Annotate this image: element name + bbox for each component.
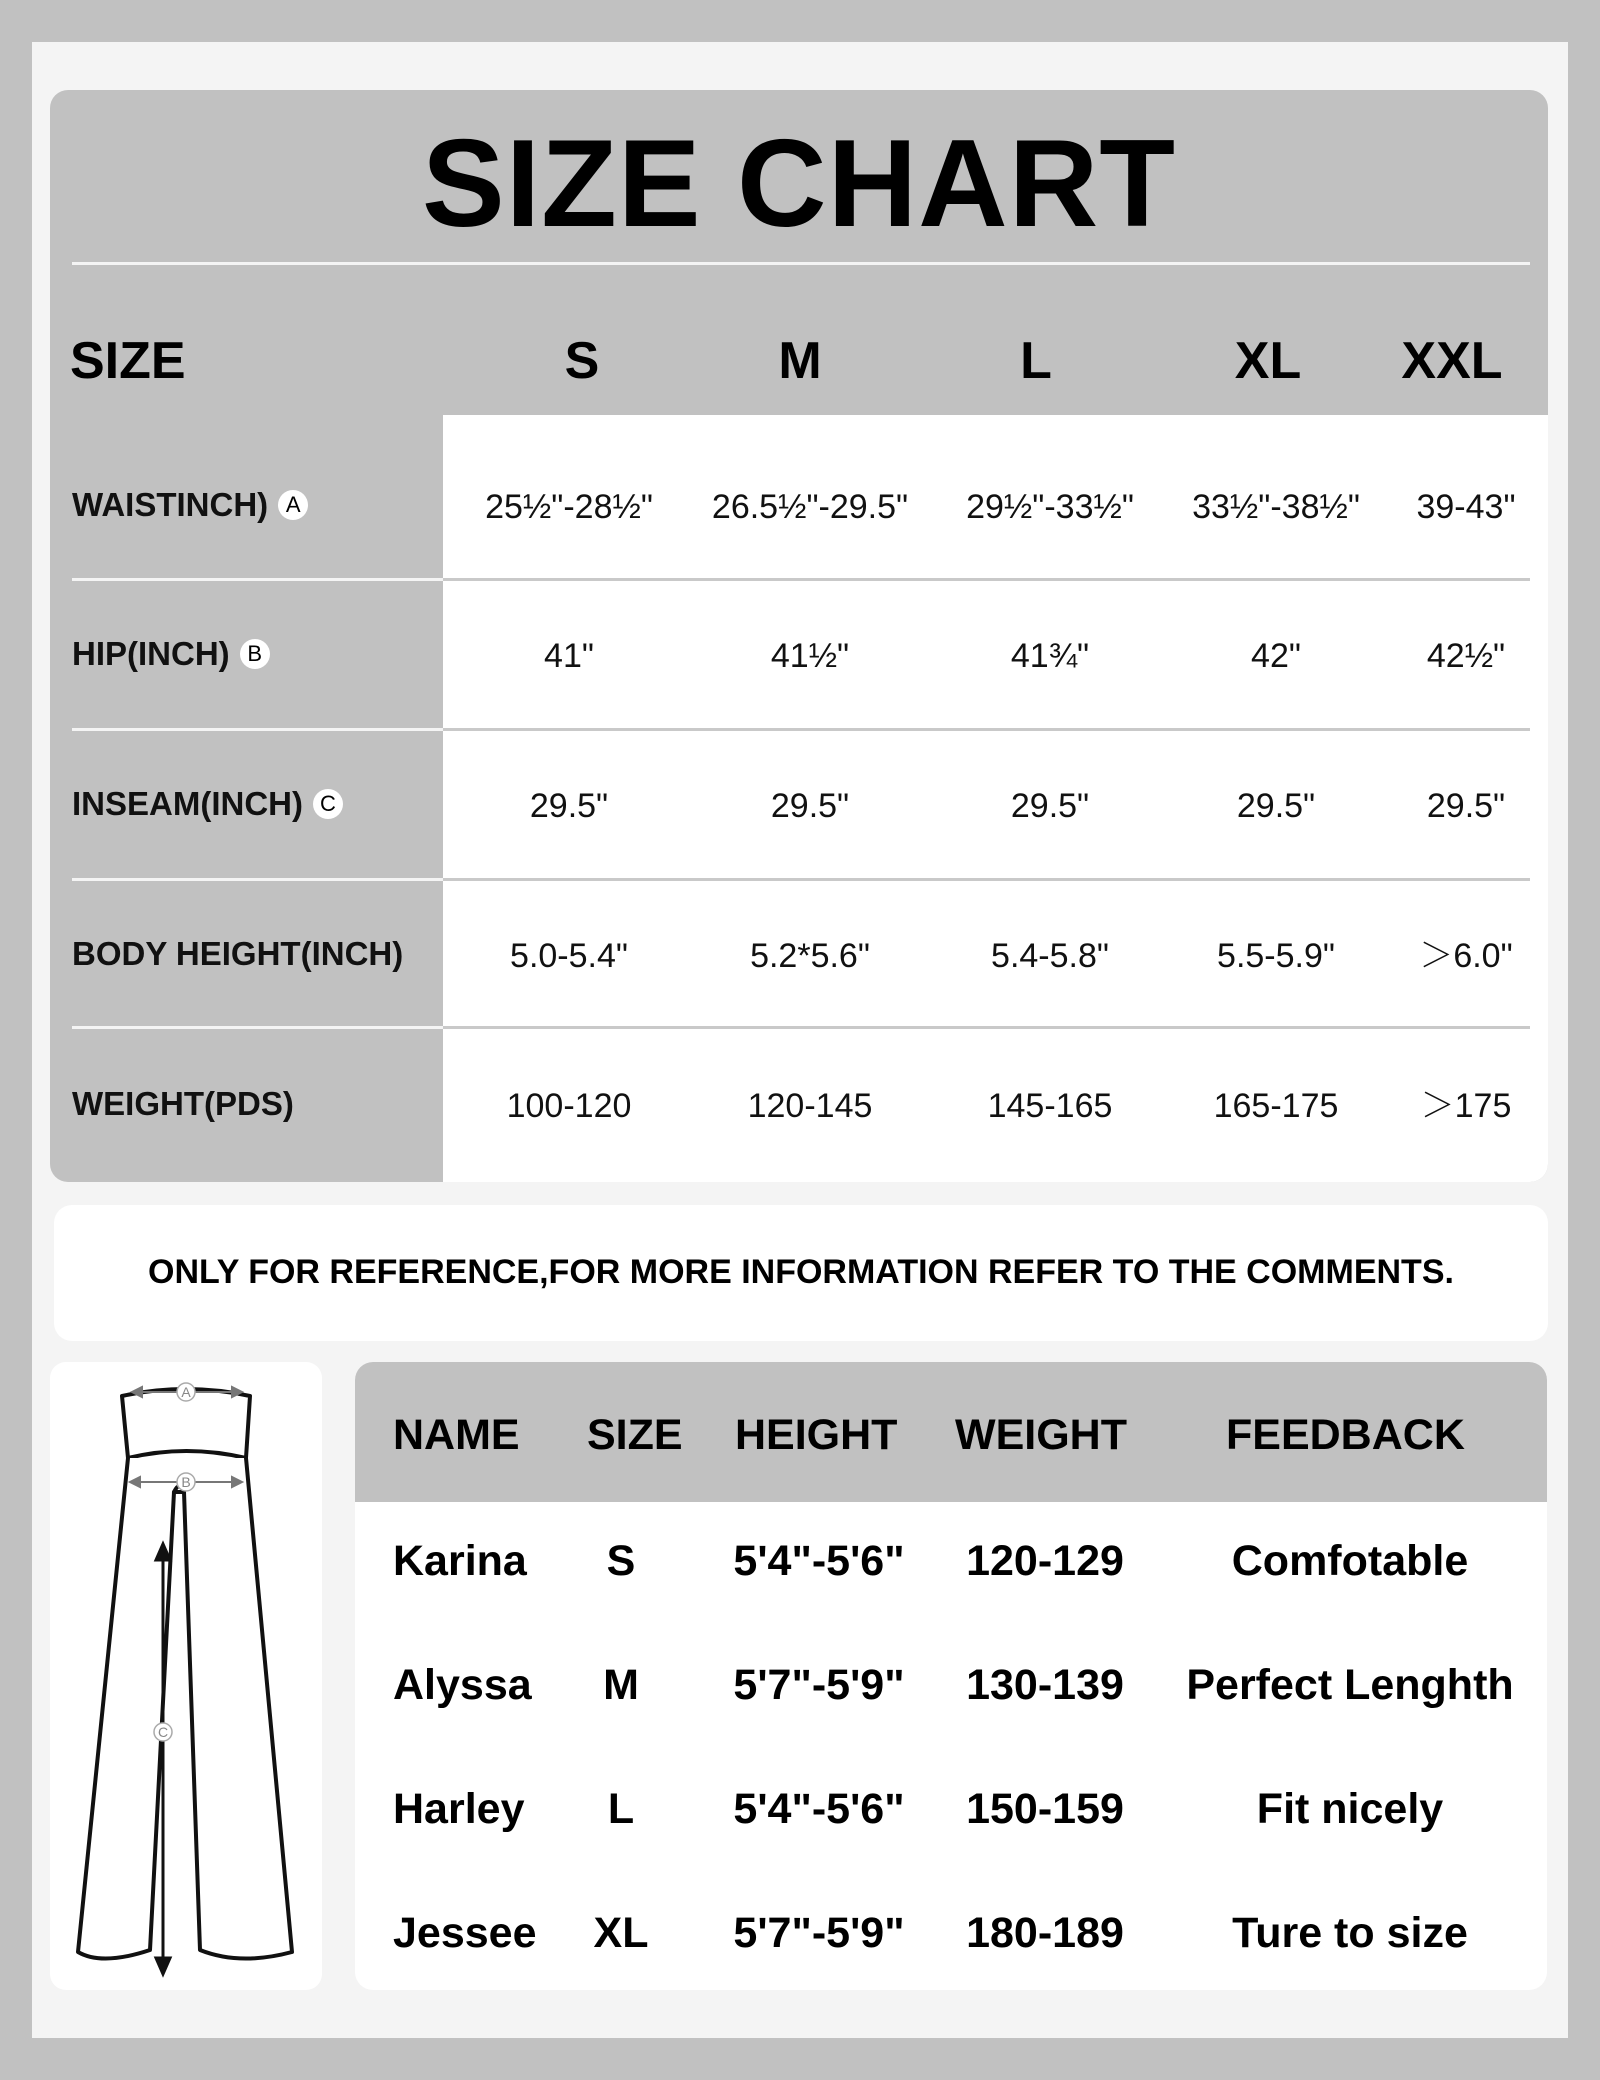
row-label-hip-text: HIP(INCH) <box>72 635 230 672</box>
header-height: HEIGHT <box>735 1411 898 1459</box>
reference-note-text: ONLY FOR REFERENCE,FOR MORE INFORMATION REFER TO THE COMMENTS. <box>148 1253 1454 1291</box>
feedback-size: S <box>606 1537 636 1585</box>
row-divider <box>72 578 1530 581</box>
height-s: 5.0-5.4" <box>510 937 628 975</box>
feedback-text: Comfotable <box>1231 1537 1469 1585</box>
feedback-name: Alyssa <box>393 1661 532 1709</box>
feedback-weight: 120-129 <box>966 1537 1124 1585</box>
feedback-name: Jessee <box>393 1909 537 1957</box>
waist-xxl: 39-43" <box>1416 488 1516 526</box>
feedback-text: Fit nicely <box>1256 1785 1444 1833</box>
header-name: NAME <box>393 1411 520 1459</box>
row-label-hip <box>72 637 270 670</box>
row-divider <box>72 728 1530 731</box>
title-divider <box>72 262 1530 265</box>
feedback-weight: 130-139 <box>966 1661 1124 1709</box>
hip-xxl: 42½" <box>1426 637 1506 675</box>
row-label-waist <box>72 488 308 521</box>
height-m: 5.2*5.6" <box>750 937 870 975</box>
weight-s: 100-120 <box>506 1087 632 1125</box>
waist-s: 25½"-28½" <box>485 488 653 526</box>
size-header-s: S <box>564 332 600 390</box>
hip-l: 41¾" <box>1010 637 1090 675</box>
inseam-s: 29.5" <box>529 787 609 825</box>
feedback-weight: 180-189 <box>966 1909 1124 1957</box>
feedback-height: 5'7"-5'9" <box>733 1661 905 1709</box>
feedback-size: XL <box>593 1909 649 1957</box>
row-label-weight-text: WEIGHT(PDS) <box>72 1085 294 1122</box>
hip-m: 41½" <box>770 637 850 675</box>
feedback-height: 5'7"-5'9" <box>733 1909 905 1957</box>
feedback-height: 5'4"-5'6" <box>733 1785 905 1833</box>
row-divider <box>72 878 1530 881</box>
diagram-marker-b: B <box>181 1474 191 1490</box>
feedback-size: L <box>607 1785 635 1833</box>
row-label-body-height <box>72 937 403 970</box>
feedback-name: Harley <box>393 1785 525 1833</box>
pants-diagram-icon <box>50 1362 322 1990</box>
diagram-marker-a: A <box>181 1384 191 1400</box>
feedback-text: Perfect Lenghth <box>1186 1661 1514 1709</box>
size-header-xl: XL <box>1234 332 1302 390</box>
feedback-height: 5'4"-5'6" <box>733 1537 905 1585</box>
marker-c-badge: C <box>313 789 343 819</box>
feedback-name: Karina <box>393 1537 527 1585</box>
weight-xxl: ＞175 <box>1420 1087 1512 1125</box>
waist-m: 26.5½"-29.5" <box>711 488 909 526</box>
hip-s: 41" <box>544 637 594 675</box>
row-label-waist-text: WAISTINCH) <box>72 486 269 523</box>
size-header-m: M <box>778 332 822 390</box>
weight-m: 120-145 <box>747 1087 873 1125</box>
header-size: SIZE <box>587 1411 683 1459</box>
inseam-xxl: 29.5" <box>1426 787 1506 825</box>
inseam-l: 29.5" <box>1010 787 1090 825</box>
size-header-label: SIZE <box>70 332 186 390</box>
header-feedback: FEEDBACK <box>1226 1411 1465 1459</box>
pants-diagram <box>50 1362 322 1990</box>
height-xxl: ＞6.0" <box>1419 937 1513 975</box>
waist-xl: 33½"-38½" <box>1192 488 1360 526</box>
waist-l: 29½"-33½" <box>966 488 1134 526</box>
row-label-inseam-text: INSEAM(INCH) <box>72 785 303 822</box>
marker-b-badge: B <box>240 639 270 669</box>
weight-xl: 165-175 <box>1213 1087 1339 1125</box>
height-l: 5.4-5.8" <box>991 937 1109 975</box>
page-title: SIZE CHART <box>422 115 1176 253</box>
inseam-xl: 29.5" <box>1236 787 1316 825</box>
size-header-l: L <box>1020 332 1052 390</box>
row-divider <box>72 1026 1530 1029</box>
hip-xl: 42" <box>1251 637 1301 675</box>
customer-feedback-table <box>355 1362 1547 1990</box>
header-weight: WEIGHT <box>955 1411 1127 1459</box>
size-chart-card <box>50 90 1548 1182</box>
feedback-weight: 150-159 <box>966 1785 1124 1833</box>
marker-a-badge: A <box>278 490 308 520</box>
size-values-area <box>443 415 1548 1182</box>
row-label-weight <box>72 1087 294 1120</box>
row-label-inseam <box>72 787 343 820</box>
feedback-text: Ture to size <box>1232 1909 1468 1957</box>
feedback-size: M <box>603 1661 639 1709</box>
weight-l: 145-165 <box>987 1087 1113 1125</box>
row-label-body-height-text: BODY HEIGHT(INCH) <box>72 935 404 972</box>
height-xl: 5.5-5.9" <box>1217 937 1335 975</box>
size-header-xxl: XXL <box>1401 332 1503 390</box>
diagram-marker-c: C <box>157 1724 169 1740</box>
inseam-m: 29.5" <box>770 787 850 825</box>
reference-note <box>54 1205 1548 1341</box>
